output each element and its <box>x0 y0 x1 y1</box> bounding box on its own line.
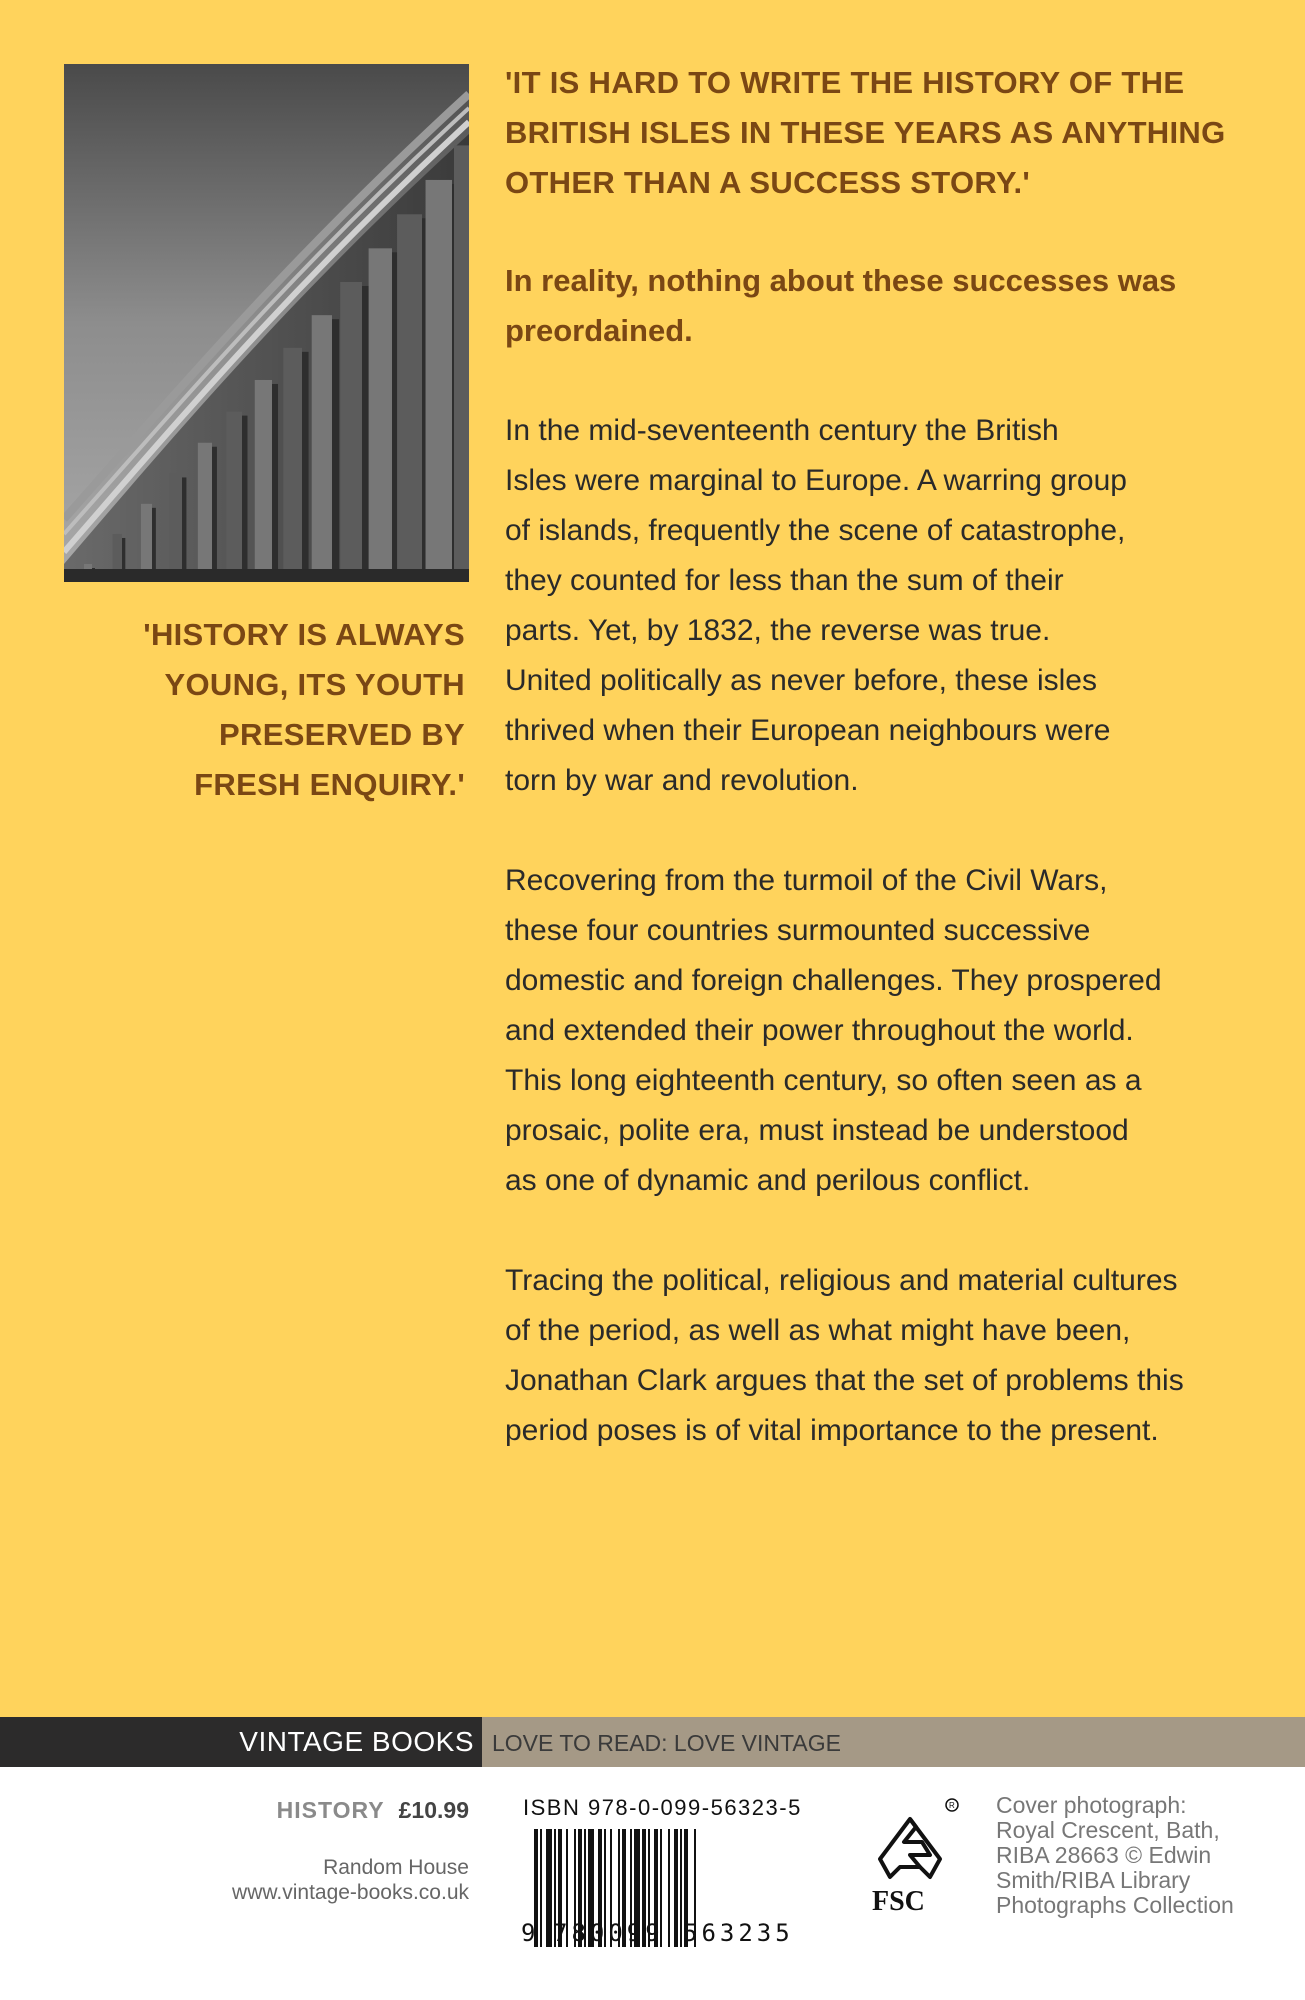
text-line: these four countries surmounted successive <box>505 914 1091 947</box>
text-line: of the period, as well as what might have been, <box>505 1314 1131 1347</box>
column-shadow <box>302 352 309 582</box>
column-shape <box>426 180 452 582</box>
column-shape <box>255 380 272 582</box>
publisher-band <box>0 1717 1305 1767</box>
column-shape <box>369 248 392 582</box>
publisher-info <box>232 1855 469 1905</box>
column-shadow <box>332 319 339 582</box>
column-shadow <box>182 477 186 582</box>
credit-line: Cover photograph: <box>996 1792 1187 1818</box>
column-shadow <box>362 286 370 582</box>
text-line: Isles were marginal to Europe. A warring group <box>505 464 1127 497</box>
svg-text:R: R <box>949 1801 955 1810</box>
body-paragraph-3 <box>505 1256 1245 1456</box>
column-shape <box>283 348 302 582</box>
headline-line: 'IT IS HARD TO WRITE THE HISTORY OF THE <box>505 65 1185 100</box>
credit-line: Royal Crescent, Bath, <box>996 1817 1220 1843</box>
column-shadow <box>242 416 247 582</box>
column-shape <box>169 473 182 582</box>
tagline-block <box>482 1717 1305 1767</box>
headline-quote <box>505 58 1245 208</box>
credit-line: Smith/RIBA Library <box>996 1867 1191 1893</box>
brand-block <box>0 1717 482 1767</box>
side-quote-line: PRESERVED BY <box>219 717 465 752</box>
isbn-text: ISBN 978-0-099-56323-5 <box>523 1795 802 1820</box>
column-shape <box>340 282 362 582</box>
text-line: domestic and foreign challenges. They prospered <box>505 964 1162 997</box>
fsc-logo <box>860 1797 965 1922</box>
column-shadow <box>272 384 278 582</box>
blurb-column <box>505 58 1245 1456</box>
side-quote-line: 'HISTORY IS ALWAYS <box>143 617 465 652</box>
footer-panel <box>0 1767 1305 2000</box>
column-shape <box>226 412 242 582</box>
barcode-bar <box>674 1829 678 1947</box>
lead-statement <box>505 256 1245 356</box>
text-line: Tracing the political, religious and material cultures <box>505 1264 1178 1297</box>
side-quote-line: YOUNG, ITS YOUTH <box>164 667 465 702</box>
text-line: period poses is of vital importance to the present. <box>505 1414 1159 1447</box>
column-shape <box>397 214 422 582</box>
publisher-website: www.vintage-books.co.uk <box>232 1881 469 1904</box>
column-shape <box>454 145 469 582</box>
photo-credit <box>996 1793 1234 1918</box>
text-line: and extended their power throughout the world. <box>505 1014 1134 1047</box>
text-line: Jonathan Clark argues that the set of problems this <box>505 1364 1184 1397</box>
barcode-bar <box>540 1829 542 1947</box>
credit-line: RIBA 28663 © Edwin <box>996 1842 1212 1868</box>
text-line: of islands, frequently the scene of catastrophe, <box>505 514 1126 547</box>
publisher-name: Random House <box>323 1856 469 1879</box>
column-shadow <box>212 447 217 582</box>
price: £10.99 <box>398 1797 469 1823</box>
text-line: they counted for less than the sum of their <box>505 564 1064 597</box>
genre-price <box>277 1797 469 1824</box>
barcode-bar <box>680 1829 682 1947</box>
tagline: LOVE TO READ: LOVE VINTAGE <box>492 1730 841 1756</box>
lead-line: In reality, nothing about these successes was <box>505 263 1177 298</box>
text-line: torn by war and revolution. <box>505 764 859 797</box>
genre-label: HISTORY <box>276 1797 385 1823</box>
text-line: This long eighteenth century, so often seen as a <box>505 1064 1142 1097</box>
text-line: thrived when their European neighbours were <box>505 714 1111 747</box>
text-line: parts. Yet, by 1832, the reverse was true. <box>505 614 1051 647</box>
lead-line: preordained. <box>505 313 693 348</box>
fsc-tree-icon <box>860 1797 965 1917</box>
barcode-bar <box>668 1829 670 1947</box>
brand-name: VINTAGE BOOKS <box>239 1726 474 1757</box>
credit-line: Photographs Collection <box>996 1892 1234 1918</box>
barcode-bar <box>546 1829 552 1947</box>
column-shape <box>312 315 332 582</box>
text-line: In the mid-seventeenth century the British <box>505 414 1059 447</box>
text-line: prosaic, polite era, must instead be understood <box>505 1114 1129 1147</box>
column-shape <box>198 443 212 582</box>
text-line: as one of dynamic and perilous conflict. <box>505 1164 1031 1197</box>
body-paragraph-1 <box>505 406 1245 806</box>
text-line: Recovering from the turmoil of the Civil Wars, <box>505 864 1108 897</box>
headline-line: BRITISH ISLES IN THESE YEARS AS ANYTHING <box>505 115 1226 150</box>
fsc-label: FSC <box>872 1886 925 1917</box>
body-paragraph-2 <box>505 856 1245 1206</box>
headline-line: OTHER THAN A SUCCESS STORY.' <box>505 165 1031 200</box>
barcode-digit-lead: 9 <box>521 1919 540 1947</box>
cover-photograph <box>64 64 469 582</box>
side-quote-line: FRESH ENQUIRY.' <box>194 767 465 802</box>
text-line: United politically as never before, these isles <box>505 664 1097 697</box>
barcode-digits-right: 563235 <box>683 1919 794 1947</box>
barcode-digits-left: 780099 <box>553 1919 664 1947</box>
side-quote <box>60 610 465 810</box>
